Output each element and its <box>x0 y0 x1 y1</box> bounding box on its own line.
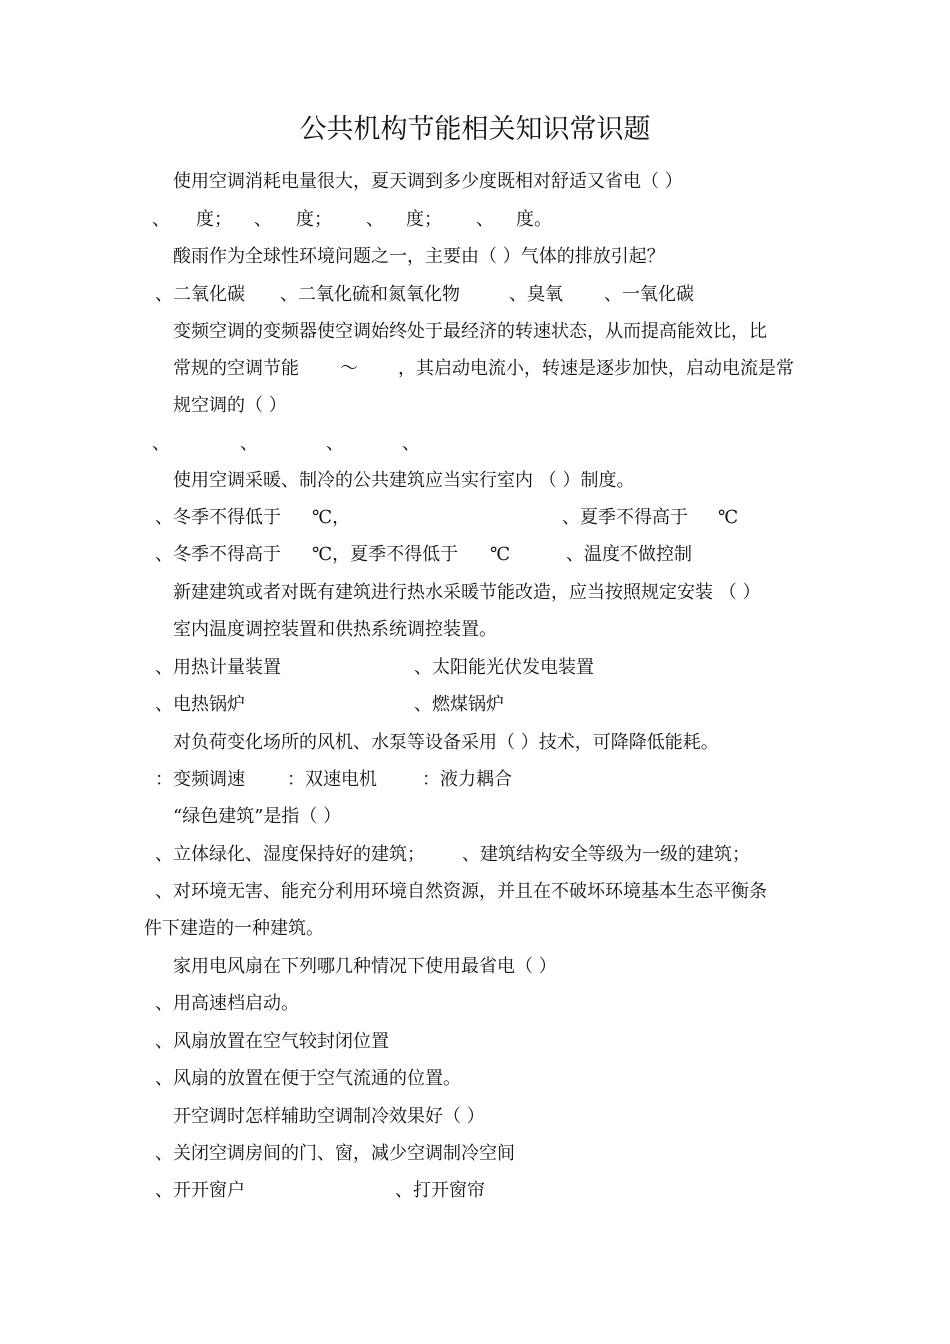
q7-option-c-line-2: 件下建造的一种建筑。 <box>144 918 324 939</box>
q5-option-b: 、太阳能光伏发电装置 <box>414 657 594 678</box>
q9-option-a: 、关闭空调房间的门、窗，减少空调制冷空间 <box>155 1143 515 1164</box>
q1-option-d-mark: 、 <box>476 209 494 230</box>
question-9-stem: 开空调时怎样辅助空调制冷效果好（ ） <box>173 1106 485 1127</box>
q2-option-a: 、二氧化碳 <box>155 284 245 305</box>
q1-option-c-unit: 度； <box>406 209 442 230</box>
question-6-stem: 对负荷变化场所的风机、水泵等设备采用（ ）技术，可降降低能耗。 <box>173 732 719 753</box>
question-1-stem: 使用空调消耗电量很大，夏天调到多少度既相对舒适又省电（ ） <box>173 171 683 192</box>
q1-option-d-unit: 度。 <box>516 209 552 230</box>
q4-option-b-part-2: ℃ <box>718 507 739 528</box>
q5-option-d: 、燃煤锅炉 <box>414 694 504 715</box>
q3-option-a: 、 <box>152 433 170 454</box>
question-3-stem-line-3: 规空调的（ ） <box>173 395 287 416</box>
q1-option-b-unit: 度； <box>296 209 332 230</box>
q7-option-c-line-1: 、对环境无害、能充分利用环境自然资源，并且在不破坏环境基本生态平衡条 <box>155 881 767 902</box>
q4-option-c-part-3: ℃ <box>490 544 511 565</box>
q8-option-c: 、风扇的放置在便于空气流通的位置。 <box>155 1068 461 1089</box>
q1-option-a-unit: 度； <box>196 209 232 230</box>
q8-option-b: 、风扇放置在空气较封闭位置 <box>155 1031 389 1052</box>
q8-option-a: 、用高速档启动。 <box>155 993 299 1014</box>
q4-option-a-part-1: 、冬季不得低于 <box>155 507 281 528</box>
q4-option-c-part-1: 、冬季不得高于 <box>155 544 281 565</box>
q3-option-d: 、 <box>402 433 420 454</box>
q2-option-c: 、臭氧 <box>509 284 563 305</box>
q4-option-c-part-2: ℃，夏季不得低于 <box>312 544 459 565</box>
question-2-stem: 酸雨作为全球性环境问题之一，主要由（ ）气体的排放引起？ <box>173 246 665 267</box>
q9-option-b: 、开开窗户 <box>155 1180 245 1201</box>
q5-option-a: 、用热计量装置 <box>155 657 281 678</box>
q2-option-b: 、二氧化硫和氮氧化物 <box>280 284 460 305</box>
q1-option-a-mark: 、 <box>152 209 170 230</box>
q9-option-c: 、打开窗帘 <box>395 1180 485 1201</box>
q3-stem-line-2a: 常规的空调节能 <box>173 358 299 379</box>
q1-option-b-mark: 、 <box>254 209 272 230</box>
q2-option-d: 、一氧化碳 <box>604 284 694 305</box>
q1-option-c-mark: 、 <box>366 209 384 230</box>
question-8-stem: 家用电风扇在下列哪几种情况下使用最省电（ ） <box>173 956 557 977</box>
question-5-stem-line-1: 新建建筑或者对既有建筑进行热水采暖节能改造，应当按照规定安装 （ ） <box>173 582 761 603</box>
question-7-stem: “绿色建筑”是指（ ） <box>173 806 342 827</box>
q5-option-c: 、电热锅炉 <box>155 694 245 715</box>
q3-stem-line-2c: ，其启动电流小，转速是逐步加快，启动电流是常 <box>398 358 794 379</box>
question-5-stem-line-2: 室内温度调控装置和供热系统调控装置。 <box>173 619 497 640</box>
document-title: 公共机构节能相关知识常识题 <box>299 114 651 145</box>
q7-option-a: 、立体绿化、湿度保持好的建筑； <box>155 844 425 865</box>
question-4-stem: 使用空调采暖、制冷的公共建筑应当实行室内 （ ）制度。 <box>173 470 635 491</box>
q4-option-d: 、温度不做控制 <box>566 544 692 565</box>
q4-option-a-part-2: ℃， <box>312 507 351 528</box>
q6-option-a: ：变频调速 <box>155 769 245 790</box>
q7-option-b: 、建筑结构安全等级为一级的建筑； <box>462 844 750 865</box>
question-3-stem-line-1: 变频空调的变频器使空调始终处于最经济的转速状态，从而提高能效比，比 <box>173 321 767 342</box>
q6-option-c: ：液力耦合 <box>422 769 512 790</box>
q6-option-b: ：双速电机 <box>287 769 377 790</box>
q3-option-c: 、 <box>326 433 344 454</box>
q3-stem-line-2b: ～ <box>340 358 358 379</box>
q3-option-b: 、 <box>240 433 258 454</box>
q4-option-b-part-1: 、夏季不得高于 <box>562 507 688 528</box>
